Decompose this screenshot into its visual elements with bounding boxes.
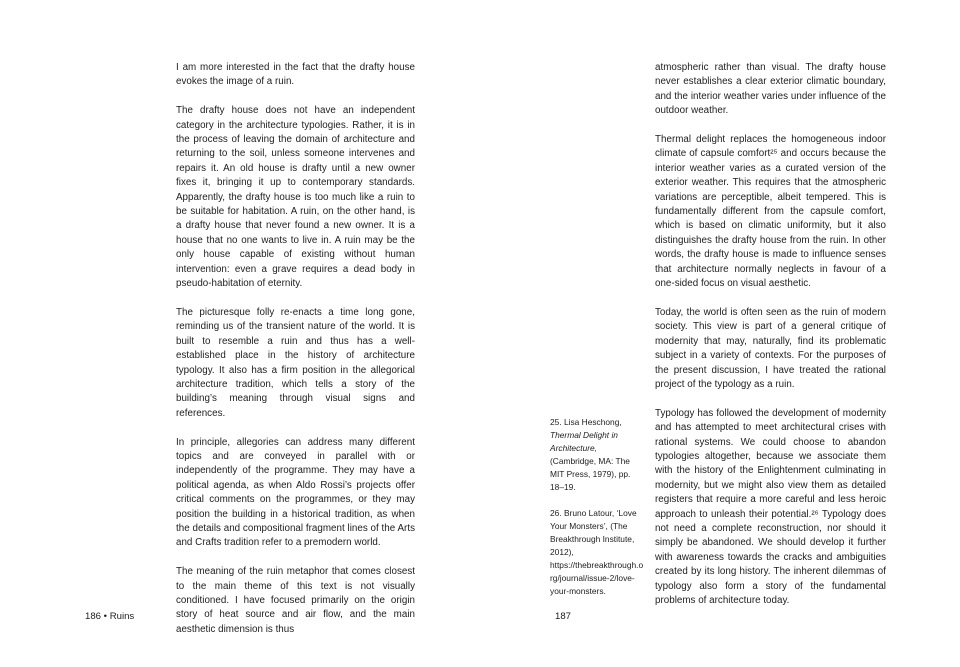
footnote-26: 26. Bruno Latour, ‘Love Your Monsters’, (The Breakthrough Institute, 2012), https://thebreakthrough.org/journal/issue-2/love-your-monsters. xyxy=(550,508,644,596)
left-page-folio: 186 • Ruins xyxy=(85,611,135,622)
footnotes-column xyxy=(550,416,644,598)
right-page-folio: 187 xyxy=(555,611,572,622)
right-paragraph-1: atmospheric rather than visual. The drafty house never establishes a clear exterior climatic boundary, and the interior weather varies under influence of the outdoor weather. xyxy=(655,62,886,117)
footnote-25-citation-start: 25. Lisa Heschong, xyxy=(550,417,622,427)
right-text-column xyxy=(655,61,886,608)
right-paragraph-4: Typology has followed the development of modernity and has attempted to meet architectural crises with rational systems. We could choose to abandon typologies altogether, because we associate them with the history of the Enlightenment culminating in modernity, but we might also view them as detailed registers that require a more careful and less heroic approach to unleash their potential.²⁶ Typology does not need a complete reconstruction, nor should it simply be abandoned. We should develop it further with awareness towards the cracks and ambiguities created by its long history. The inherent dilemmas of typology also form a story of the fundamental problems of architecture today. xyxy=(655,407,886,606)
left-text-column xyxy=(176,61,415,637)
left-paragraph-2: The drafty house does not have an independent category in the architecture typologies. Rather, it is in the process of leaving the domain of architecture and returning to the soil, unless someone intervenes and repairs it. An old house is drafty until a new owner fixes it, bringing it up to contemporary standards. Apparently, the drafty house is too much like a ruin to be suitable for habitation. A ruin, on the other hand, is a drafty house that never found a new owner. It is a house that no one wants to live in. A ruin may be the only house capable of existing without human intervention: even a grave requires a dead body in pseudo-habitation of eternity. xyxy=(176,105,415,290)
footnote-25-citation-end: (Cambridge, MA: The MIT Press, 1979), pp. 18–19. xyxy=(550,456,631,492)
right-paragraph-3: Today, the world is often seen as the ruin of modern society. This view is part of a general critique of modernity that may, naturally, find its problematic subject in a variety of contexts. For the purposes of the present discussion, I have treated the rational project of the typology as a ruin. xyxy=(655,306,886,390)
footnote-25-book-title: Thermal Delight in Architecture, xyxy=(550,430,618,453)
left-paragraph-4: In principle, allegories can address many different topics and are conveyed in parallel with or independently of the programme. They may have a political agenda, as when Aldo Rossi’s projects offer critical comments on the programmes, or they may position the building in a historical tradition, as when the details and compositional fragment lines of the Arts and Crafts tradition refer to a premodern world. xyxy=(176,436,415,549)
left-paragraph-1: I am more interested in the fact that the drafty house evokes the image of a ruin. xyxy=(176,62,415,88)
right-paragraph-2: Thermal delight replaces the homogeneous indoor climate of capsule comfort²⁵ and occurs because the interior weather varies as a curated version of the exterior weather. This requires that the atmospheric variations are perceptible, albeit tempered. This is fundamentally different from the capsule comfort, which is based on climatic uniformity, but it also distinguishes the drafty house from the ruin. In other words, the drafty house is made to influence senses that architecture normally neglects in favour of a one-sided focus on visual aesthetic. xyxy=(655,134,886,290)
left-paragraph-3: The picturesque folly re-enacts a time long gone, reminding us of the transient nature of the world. It is built to resemble a ruin and thus has a well-established place in the history of architecture typology. It also has a firm position in the allegorical architecture tradition, which tells a story of the building’s meaning through visual signs and references. xyxy=(176,306,415,419)
left-paragraph-5: The meaning of the ruin metaphor that comes closest to the main theme of this text is not visually conditioned. I have focused primarily on the origin story of heat source and air flow, and the main aesthetic dimension is thus xyxy=(176,566,415,635)
footnote-25 xyxy=(550,416,644,494)
